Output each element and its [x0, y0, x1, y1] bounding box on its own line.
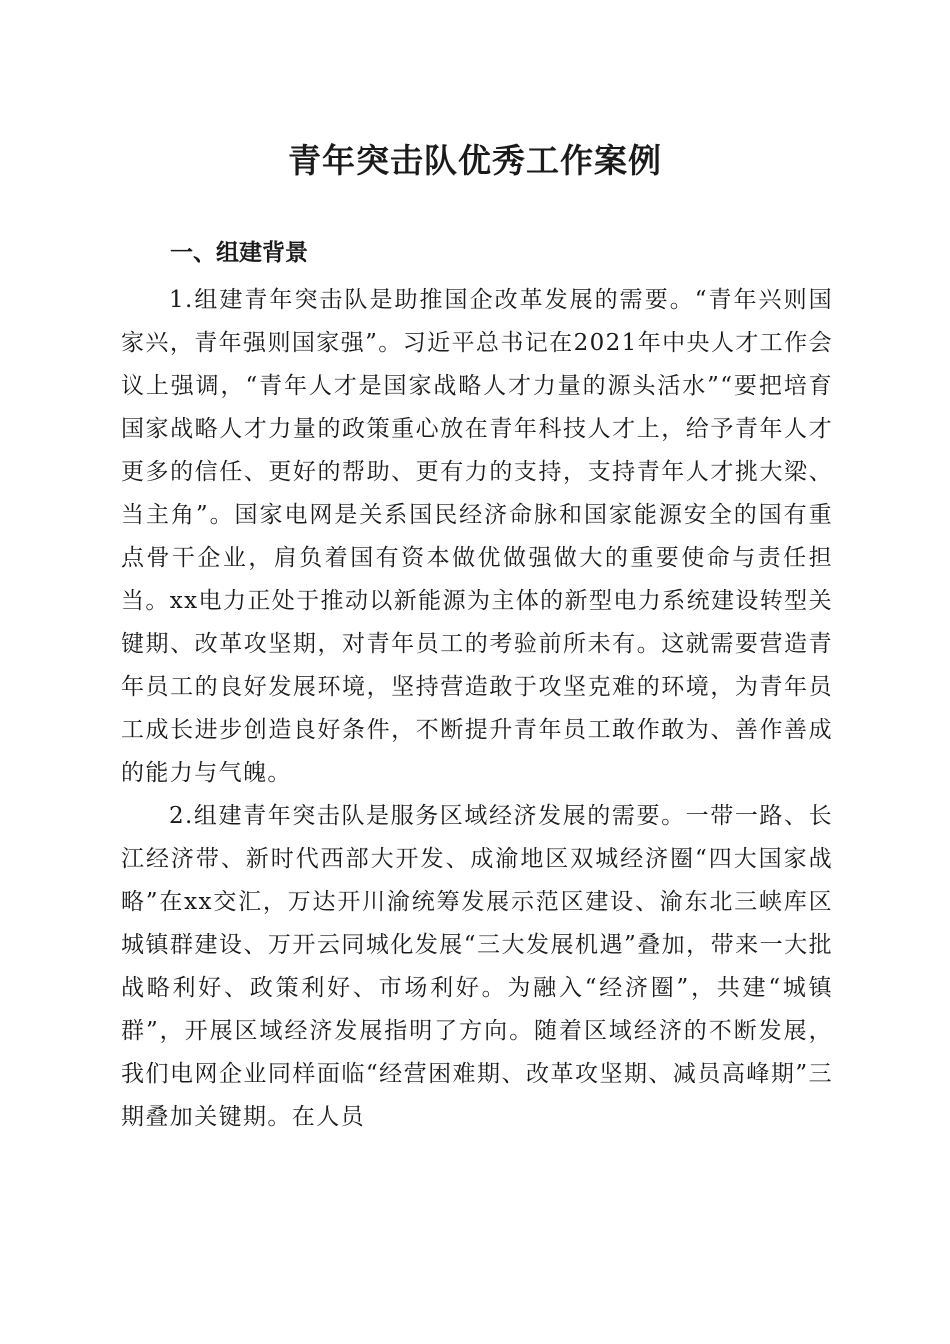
paragraph-2: 2.组建青年突击队是服务区域经济发展的需要。一带一路、长江经济带、新时代西部大开发、成渝地区双城经济圈“四大国家战略”在xx交汇，万达开川渝统筹发展示范区建设、渝东北三峡库区城镇群建设、万开云同城化发展“三大发展机遇”叠加，带来一大批战略利好、政策利好、市场利好。为融入“经济圈”，共建“城镇群”，开展区域经济发展指明了方向。随着区域经济的不断发展，我们电网企业同样面临“经营困难期、改革攻坚期、减员高峰期”三期叠加关键期。在人员 [121, 803, 833, 1130]
document-title: 青年突击队优秀工作案例 [288, 141, 662, 180]
document-body [121, 279, 833, 1139]
paragraph-1: 1.组建青年突击队是助推国企改革发展的需要。“青年兴则国家兴，青年强则国家强”。习近平总书记在2021年中央人才工作会议上强调，“青年人才是国家战略人才力量的源头活水”“要把培育国家战略人才力量的政策重心放在青年科技人才上，给予青年人才更多的信任、更好的帮助、更有力的支持，支持青年人才挑大梁、当主角”。国家电网是关系国民经济命脉和国家能源安全的国有重点骨干企业，肩负着国有资本做优做强做大的重要使命与责任担当。xx电力正处于推动以新能源为主体的新型电力系统建设转型关键期、改革攻坚期，对青年员工的考验前所未有。这就需要营造青年员工的良好发展环境，坚持营造敢于攻坚克难的环境，为青年员工成长进步创造良好条件，不断提升青年员工敢作敢为、善作善成的能力与气魄。 [121, 287, 833, 786]
section-heading: 一、组建背景 [170, 240, 308, 266]
